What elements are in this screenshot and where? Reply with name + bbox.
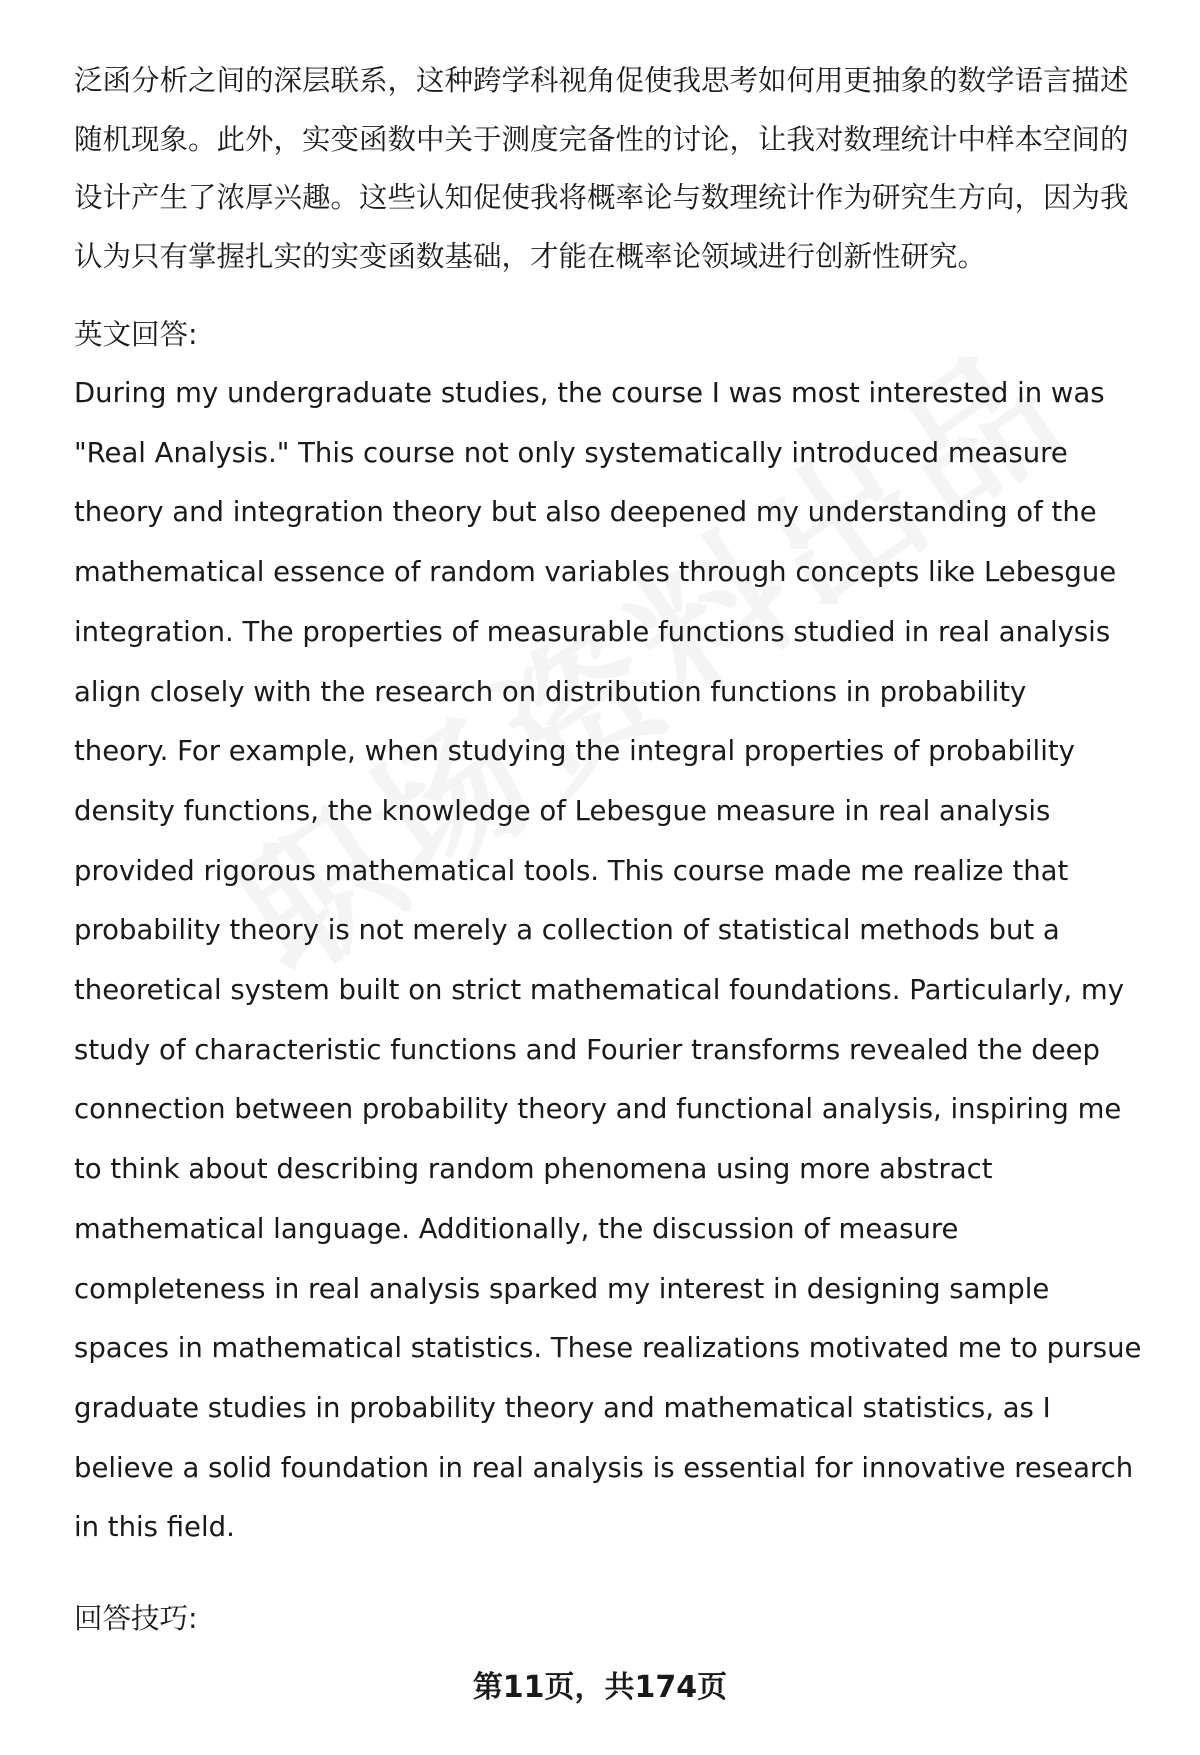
english-answer-line: density functions, the knowledge of Lebesgue measure in real analysis [74, 794, 1051, 827]
english-answer-line: integration. The properties of measurable functions studied in real analysis [74, 615, 1111, 648]
english-answer-paragraph [74, 364, 1164, 1558]
english-answer-line: provided rigorous mathematical tools. This course made me realize that [74, 854, 1069, 887]
answer-tips-label: 回答技巧: [74, 1602, 198, 1635]
english-answer-line: "Real Analysis." This course not only systematically introduced measure [74, 436, 1068, 469]
english-answer-line: probability theory is not merely a collection of statistical methods but a [74, 914, 1060, 947]
english-answer-line: mathematical essence of random variables through concepts like Lebesgue [74, 556, 1117, 589]
page-footer-number: 第11页，共174页 [472, 1670, 728, 1705]
english-answer-line: align closely with the research on distribution functions in probability [74, 675, 1027, 708]
english-answer-line: theory. For example, when studying the integral properties of probability [74, 735, 1075, 768]
english-answer-line: mathematical language. Additionally, the discussion of measure [74, 1212, 959, 1245]
english-answer-line: connection between probability theory and functional analysis, inspiring me [74, 1093, 1122, 1126]
chinese-answer-paragraph: 泛函分析之间的深层联系，这种跨学科视角促使我思考如何用更抽象的数学语言描述随机现象。此外，实变函数中关于测度完备性的讨论，让我对数理统计中样本空间的设计产生了浓厚兴趣。这些认知促使我将概率论与数理统计作为研究生方向，因为我认为只有掌握扎实的实变函数基础，才能在概率论领域进行创新性研究。 [74, 64, 1129, 273]
english-answer-line: During my undergraduate studies, the course I was most interested in was [74, 377, 1105, 409]
english-answer-line: theory and integration theory but also deepened my understanding of the [74, 496, 1097, 529]
english-answer-line: completeness in real analysis sparked my interest in designing sample [74, 1272, 1050, 1305]
english-answer-line: study of characteristic functions and Fourier transforms revealed the deep [74, 1033, 1101, 1066]
english-answer-label: 英文回答: [74, 318, 198, 351]
english-answer-line: believe a solid foundation in real analysis is essential for innovative research [74, 1451, 1134, 1484]
page-content [74, 52, 1154, 1558]
english-answer-line: in this field. [74, 1511, 235, 1544]
english-answer-line: spaces in mathematical statistics. These realizations motivated me to pursue [74, 1332, 1142, 1365]
english-answer-line: to think about describing random phenomena using more abstract [74, 1153, 993, 1186]
english-answer-line: theoretical system built on strict mathematical foundations. Particularly, my [74, 974, 1124, 1007]
english-answer-line: graduate studies in probability theory and mathematical statistics, as I [74, 1391, 1051, 1424]
